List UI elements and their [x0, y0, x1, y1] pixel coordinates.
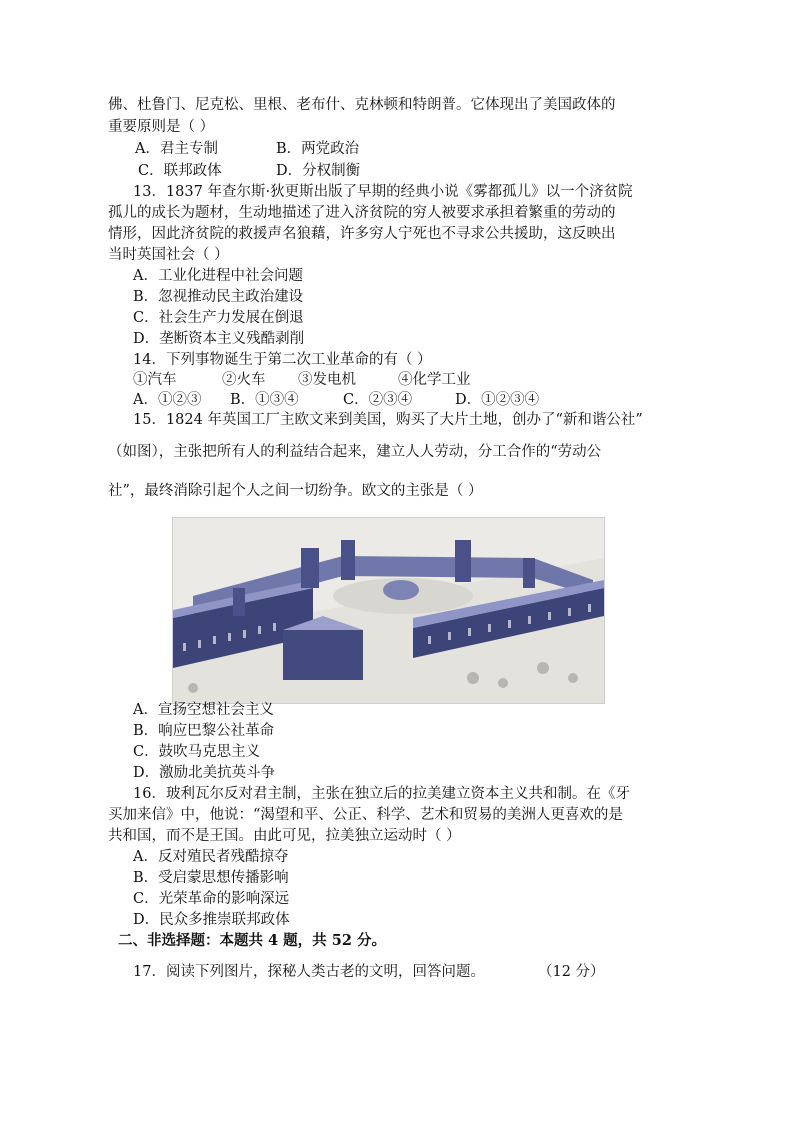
q13-stem-line2: 孤儿的成长为题材，生动地描述了进入济贫院的穷人被要求承担着繁重的劳动的: [108, 205, 616, 221]
q15-option-a: A．宣扬空想社会主义: [133, 702, 274, 718]
q16-option-d: D．民众多推崇联邦政体: [133, 912, 290, 928]
q14-stem: 14．下列事物诞生于第二次工业革命的有（ ）: [133, 352, 432, 368]
q16-option-b: B．受启蒙思想传播影响: [133, 870, 289, 886]
q14-item-3: ③发电机: [298, 372, 356, 388]
q14-option-d: D．①②③④: [455, 392, 540, 408]
new-harmony-illustration: [172, 517, 605, 704]
q12-stem-line2: 重要原则是（ ）: [108, 119, 215, 135]
q17-stem: 17．阅读下列图片，探秘人类古老的文明，回答问题。: [133, 964, 485, 980]
q15-stem-line1: 15．1824 年英国工厂主欧文来到美国，购买了大片土地，创办了“新和谐公社”: [133, 412, 643, 428]
q15-option-b: B．响应巴黎公社革命: [133, 723, 275, 739]
q13-option-c: C．社会生产力发展在倒退: [133, 310, 304, 326]
q14-option-c: C．②③④: [343, 392, 413, 408]
q16-stem-line2: 买加来信》中，他说：“渴望和平、公正、科学、艺术和贸易的美洲人更喜欢的是: [108, 807, 623, 823]
q12-option-a: A．君主专制: [135, 141, 218, 157]
q12-option-c: C．联邦政体: [138, 163, 222, 179]
q12-option-d: D．分权制衡: [276, 163, 361, 179]
section-heading: 二、非选择题：本题共 4 题，共 52 分。: [118, 932, 386, 949]
q14-option-b: B．①③④: [230, 392, 299, 408]
q15-option-c: C．鼓吹马克思主义: [133, 744, 261, 760]
q16-option-c: C．光荣革命的影响深远: [133, 891, 290, 907]
q13-option-b: B．忽视推动民主政治建设: [133, 289, 304, 305]
q14-item-2: ②火车: [222, 372, 266, 388]
q13-option-a: A．工业化进程中社会问题: [133, 268, 303, 284]
q17-score: （12 分）: [538, 964, 605, 980]
q12-option-b: B．两党政治: [276, 141, 360, 157]
q13-stem-line4: 当时英国社会（ ）: [108, 247, 229, 263]
q16-option-a: A．反对殖民者残酷掠夺: [133, 849, 289, 865]
q15-stem-line3: 社”，最终消除引起个人之间一切纷争。欧文的主张是（ ）: [108, 483, 483, 499]
q15-stem-line2: （如图），主张把所有人的利益结合起来，建立人人劳动，分工合作的“劳动公: [108, 444, 602, 460]
q13-option-d: D．垄断资本主义残酷剥削: [133, 331, 305, 347]
q12-stem-line1: 佛、杜鲁门、尼克松、里根、老布什、克林顿和特朗普。它体现出了美国政体的: [108, 97, 616, 113]
q14-item-4: ④化学工业: [398, 372, 471, 388]
q14-option-a: A．①②③: [133, 392, 202, 408]
q16-stem-line1: 16．玻利瓦尔反对君主制，主张在独立后的拉美建立资本主义共和制。在《牙: [133, 786, 630, 802]
q15-option-d: D．激励北美抗英斗争: [133, 765, 276, 781]
q16-stem-line3: 共和国，而不是王国。由此可见，拉美独立运动时（ ）: [108, 828, 461, 844]
q13-stem-line3: 情形，因此济贫院的救援声名狼藉，许多穷人宁死也不寻求公共援助，这反映出: [108, 226, 616, 242]
q14-item-1: ①汽车: [133, 372, 177, 388]
q13-stem-line1: 13．1837 年查尔斯·狄更斯出版了早期的经典小说《雾都孤儿》以一个济贫院: [133, 184, 633, 200]
